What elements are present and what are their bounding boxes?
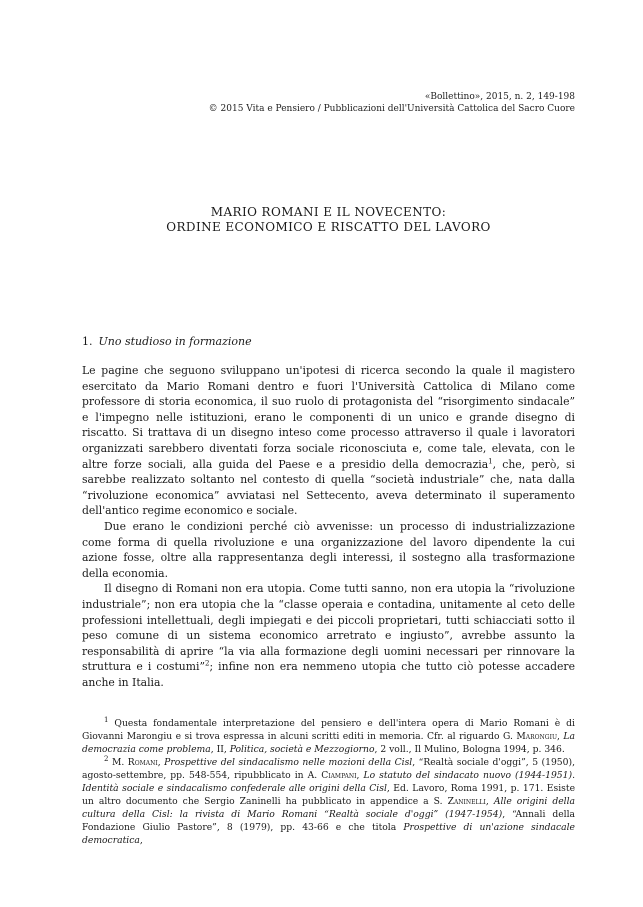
paragraph-1 xyxy=(82,363,575,519)
footnote-1-title: La democrazia come problema xyxy=(82,731,575,755)
footnote-2-text-c: , “Realtà sociale d'oggi”, 5 (1950), agosto-settembre, pp. 548-554, ripubblicato in A. xyxy=(82,757,575,781)
footnote-1-vol: , II, xyxy=(210,744,230,755)
footnote-2-text-e: , Ed. Lavoro, Roma 1991, p. 171. Esiste un altro documento che Sergio Zaninelli ha pubblicato in appendice a S. xyxy=(82,783,576,807)
footnote-1-publisher: , 2 voll., Il Mulino, Bologna 1994, p. 346. xyxy=(374,744,565,755)
paragraph-3-text-a: Il disegno di Romani non era utopia. Come tutti sanno, non era utopia la “rivoluzione industriale”; non era utopia che la “classe operaia e contadina, unitamente al ceto delle professioni intellettuali, degli impiegati e dei piccoli proprietari, tutti schiacciati sotto il peso comune di un sistema economico arretrato e ingiusto”, avrebbe assunto la responsabilità di aprire “la via alla formazione degli uomini necessari per rinnovare la struttura e i costumi” xyxy=(82,582,575,674)
footnote-ref-1[interactable]: 1 xyxy=(488,456,493,465)
footnote-2-sep-3: , xyxy=(485,796,494,807)
article-title xyxy=(82,205,575,235)
footnote-2-sep-2: , xyxy=(356,770,364,781)
title-line-2: ORDINE ECONOMICO E RISCATTO DEL LAVORO xyxy=(166,220,491,234)
journal-citation: «Bollettino», 2015, n. 2, 149-198 xyxy=(424,92,575,102)
footnote-2-end: , xyxy=(139,835,143,846)
title-line-1: MARIO ROMANI E IL NOVECENTO: xyxy=(210,205,447,219)
footnote-1-subtitle: Politica, società e Mezzogiorno xyxy=(229,744,375,755)
copyright-line: © 2015 Vita e Pensiero / Pubblicazioni dell'Università Cattolica del Sacro Cuore xyxy=(208,104,575,114)
footnote-ref-2[interactable]: 2 xyxy=(204,659,210,668)
footnote-1-text: Questa fondamentale interpretazione del pensiero e dell'intera opera di Mario Romani è di Giovanni Marongiu e si trova espressa in alcuni scritti editi in memoria. Cfr. al riguardo G. xyxy=(82,718,575,742)
footnote-2-author: Romani xyxy=(127,757,158,768)
footnote-2-author-3: Zaninelli xyxy=(447,796,486,807)
footnotes xyxy=(82,717,575,847)
footnote-2-title-2: Lo statuto del sindacato nuovo (1944-1951). Identità sociale e sindacalismo confederale alle origini della Cisl xyxy=(82,770,576,794)
paragraph-2: Due erano le condizioni perché ciò avvenisse: un processo di industrializzazione come forma di quella rivoluzione e una organizzazione del lavoro dipendente la cui azione fosse, oltre alla rappresentanza degli interessi, il sostegno alla trasformazione della economia. xyxy=(82,519,575,580)
footnote-2-sep: , xyxy=(157,757,165,768)
section-number: 1. xyxy=(82,335,93,348)
footnote-1-sep: , xyxy=(557,731,564,742)
body-text xyxy=(82,363,575,690)
footnote-2-title-3: Alle origini della cultura della Cisl: la rivista di Mario Romani “Realtà sociale d'oggi” (1947-1954) xyxy=(82,796,575,820)
paragraph-3 xyxy=(82,581,575,690)
footnote-2-text-g: , “Annali della Fondazione Giulio Pastore”, 8 (1979), pp. 43-66 e che titola xyxy=(82,809,575,833)
footnote-2-number: 2 xyxy=(104,754,109,763)
section-heading xyxy=(82,335,252,348)
footnote-1-author: Marongiu xyxy=(516,731,558,742)
paragraph-1-text-a: Le pagine che seguono sviluppano un'ipotesi di ricerca secondo la quale il magistero esercitato da Mario Romani dentro e fuori l'Università Cattolica di Milano come professore di storia economica, il suo ruolo di protagonista del “risorgimento sindacale” e l'impegno nelle istituzioni, erano le componenti di un unico e grande disegno di riscatto. Si trattava di un disegno inteso come processo attraverso il quale i lavoratori organizzati sarebbero diventati forza sociale riconosciuta e, come tale, elevata, con le altre forze sociali, alla guida del Paese e a presidio della democrazia xyxy=(82,364,575,471)
footnote-1 xyxy=(82,717,575,756)
footnote-2-title-4: Prospettive di un'azione sindacale democratica xyxy=(82,822,575,846)
paragraph-1-text-b: , che, però, si sarebbe realizzato soltanto nel contesto di quella “società industriale” che, nata dalla “rivoluzione economica” avviatasi nel Settecento, aveva determinato il superamento dell'antico regime economico e sociale. xyxy=(82,457,575,518)
paragraph-3-text-b: ; infine non era nemmeno utopia che tutto ciò potesse accadere anche in Italia. xyxy=(82,660,575,689)
footnote-2 xyxy=(82,756,575,847)
footnote-2-title: Prospettive del sindacalismo nelle mozioni della Cisl xyxy=(164,757,413,768)
footnote-2-author-2: Ciampani xyxy=(321,770,357,781)
footnote-1-number: 1 xyxy=(104,715,109,724)
journal-header xyxy=(155,91,575,115)
footnote-2-text-a: M. xyxy=(108,757,128,768)
section-title: Uno studioso in formazione xyxy=(98,335,252,348)
